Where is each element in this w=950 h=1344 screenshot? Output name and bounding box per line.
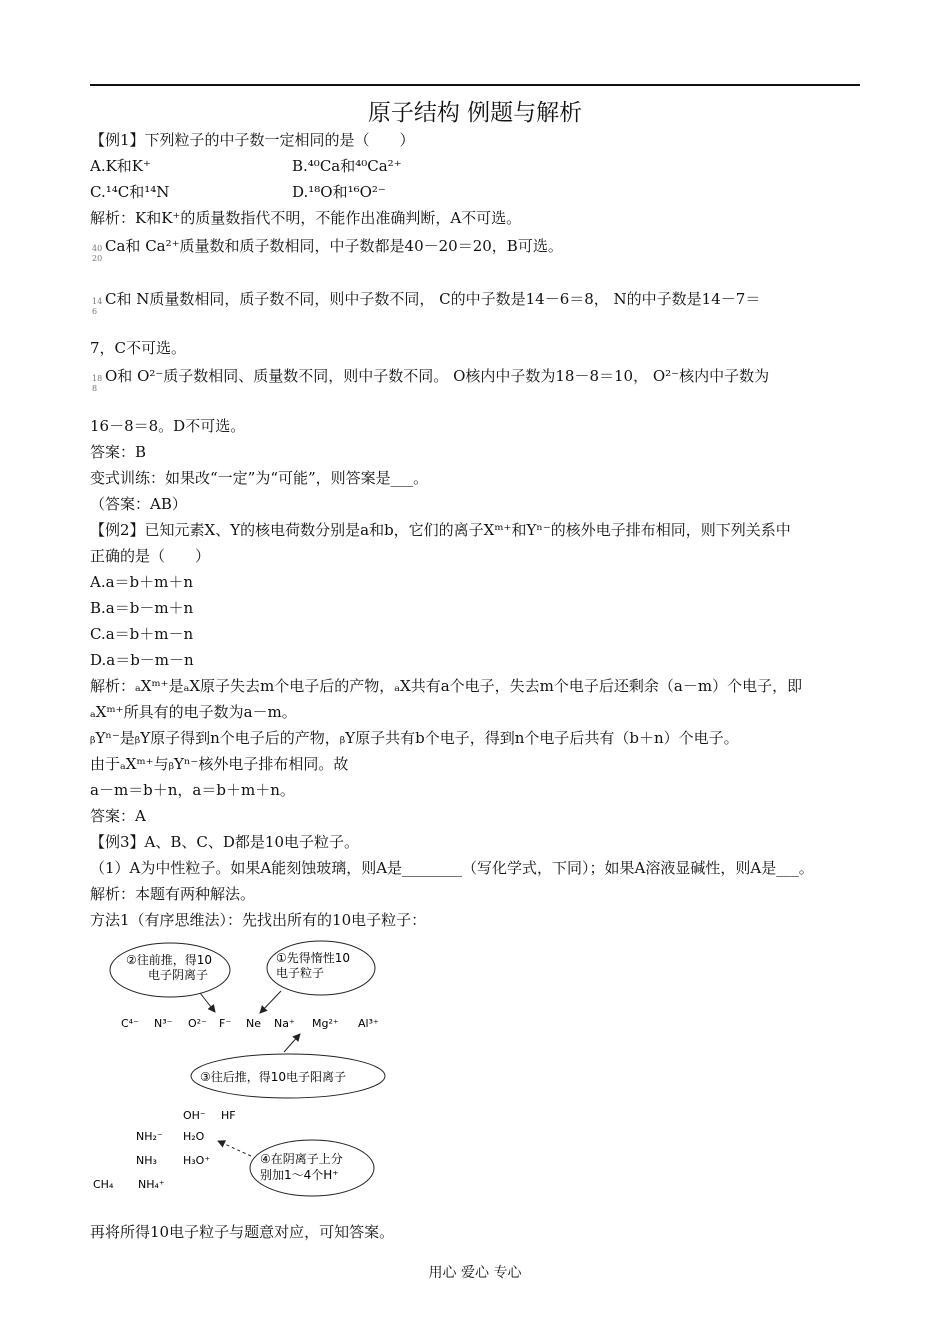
particle-h2o: H₂O: [183, 1130, 205, 1143]
particle-f: F⁻: [219, 1017, 232, 1030]
ex2-option-d: D.a＝b－m－n: [90, 651, 194, 669]
particle-n: N³⁻: [154, 1017, 173, 1030]
ex2-solution-a: 解析：ₐXᵐ⁺是ₐX原子失去m个电子后的产物，ₐX共有a个电子，失去m个电子后还剩余（a－m）个电子，即: [90, 677, 803, 695]
particle-al: Al³⁺: [358, 1017, 379, 1030]
particle-nh4: NH₄⁺: [138, 1178, 165, 1191]
ex1-solution-c: [90, 289, 761, 316]
ex1-solution-d2: 16－8＝8。D不可选。: [90, 417, 246, 435]
particle-hf: HF: [221, 1109, 236, 1122]
ex2-option-a: A.a＝b＋m＋n: [90, 573, 194, 591]
bubble-cation-text: ③往后推，得10电子阳离子: [200, 1070, 347, 1084]
arrow-to-cation: [284, 1034, 300, 1052]
ex1-answer: 答案：B: [90, 443, 147, 461]
bubble-anion-line2: 电子阴离子: [148, 968, 209, 982]
ex1-variant-answer: （答案：AB）: [90, 495, 187, 513]
ex2-solution-c: 由于ₐXᵐ⁺与ᵦYⁿ⁻核外电子排布相同。故: [90, 755, 349, 773]
ex2-solution-b: ᵦYⁿ⁻是ᵦY原子得到n个电子后的产物，ᵦY原子共有b个电子，得到n个电子后共有（b＋n）个电子。: [90, 729, 739, 747]
particle-mg: Mg²⁺: [312, 1017, 339, 1030]
isotope-mark: 18 8: [92, 374, 103, 393]
ex1-question: 【例1】下列粒子的中子数一定相同的是（ ）: [90, 131, 415, 149]
ex2-answer: 答案：A: [90, 807, 146, 825]
bubble-protonation-line1: ④在阴离子上分: [260, 1152, 343, 1166]
particle-o: O²⁻: [188, 1017, 207, 1030]
bubble-anion-line1: ②往前推，得10: [126, 953, 213, 967]
ex2-solution-d: a－m＝b＋n，a＝b＋m＋n。: [90, 781, 295, 799]
ex1-solution-d-text: O和 O²⁻质子数相同、质量数不同，则中子数不同。 O核内中子数为18－8＝10， O²⁻核内中子数为: [105, 367, 770, 385]
ex1-option-d: D.¹⁸O和¹⁶O²⁻: [292, 183, 386, 201]
ex1-variant: 变式训练：如果改“一定”为“可能”，则答案是___。: [90, 469, 429, 487]
bubble-noble-line2: 电子粒子: [276, 966, 325, 980]
arrow-to-anion: [200, 993, 215, 1012]
ex2-question-line1: 【例2】已知元素X、Y的核电荷数分别是a和b，它们的离子Xᵐ⁺和Yⁿ⁻的核外电子排布相同，则下列关系中: [90, 521, 791, 539]
ex1-solution-d: [90, 366, 770, 393]
particle-na: Na⁺: [274, 1017, 295, 1030]
ex3-question: 【例3】A、B、C、D都是10电子粒子。: [90, 833, 359, 851]
ex3-subquestion-1: （1）A为中性粒子。如果A能刻蚀玻璃，则A是________（写化学式，下同）；如果A溶液显碱性，则A是___。: [90, 859, 814, 877]
particle-ne: Ne: [246, 1017, 261, 1030]
page-footer: 用心 爱心 专心: [428, 1265, 522, 1281]
arrow-to-noble: [260, 991, 281, 1013]
ten-electron-diagram: [88, 936, 408, 1200]
particle-h3o: H₃O⁺: [183, 1154, 211, 1167]
bubble-noble-line1: ①先得惰性10: [276, 951, 351, 965]
ex1-solution-a: 解析：K和K⁺的质量数指代不明，不能作出准确判断，A不可选。: [90, 209, 522, 227]
ex2-option-c: C.a＝b＋m－n: [90, 625, 194, 643]
ex2-question-line2: 正确的是（ ）: [90, 547, 211, 565]
ex1-solution-b-text: Ca和 Ca²⁺质量数和质子数相同，中子数都是40－20＝20，B可选。: [105, 237, 563, 255]
ex3-solution-intro: 解析：本题有两种解法。: [90, 885, 256, 903]
arrow-to-h2o: [218, 1141, 251, 1156]
particle-nh3: NH₃: [136, 1154, 157, 1167]
ex1-solution-c2: 7，C不可选。: [90, 339, 187, 357]
particle-nh2: NH₂⁻: [136, 1130, 163, 1143]
ex1-solution-b: [90, 236, 563, 263]
isotope-mark: 40 20: [92, 244, 103, 263]
page-title: 原子结构 例题与解析: [367, 100, 583, 126]
ex1-solution-c-text: C和 N质量数相同，质子数不同，则中子数不同， C的中子数是14－6＝8， N的中子数是14－7＝: [105, 290, 761, 308]
bubble-protonation-line2: 别加1～4个H⁺: [260, 1168, 339, 1182]
particle-ch4: CH₄: [93, 1178, 114, 1191]
ex2-solution-a2: ₐXᵐ⁺所具有的电子数为a－m。: [90, 703, 297, 721]
ex2-option-b: B.a＝b－m＋n: [90, 599, 194, 617]
particle-oh: OH⁻: [183, 1109, 206, 1122]
particle-c: C⁴⁻: [121, 1017, 139, 1030]
ex3-conclusion: 再将所得10电子粒子与题意对应，可知答案。: [90, 1223, 395, 1241]
ex1-option-b: B.⁴⁰Ca和⁴⁰Ca²⁺: [292, 157, 402, 175]
isotope-mark: 14 6: [92, 297, 103, 316]
ex1-option-c: C.¹⁴C和¹⁴N: [90, 183, 170, 201]
ex1-option-a: A.K和K⁺: [90, 157, 151, 175]
header-rule: [90, 84, 860, 86]
ex3-method-1: 方法1（有序思维法）：先找出所有的10电子粒子：: [90, 911, 427, 929]
